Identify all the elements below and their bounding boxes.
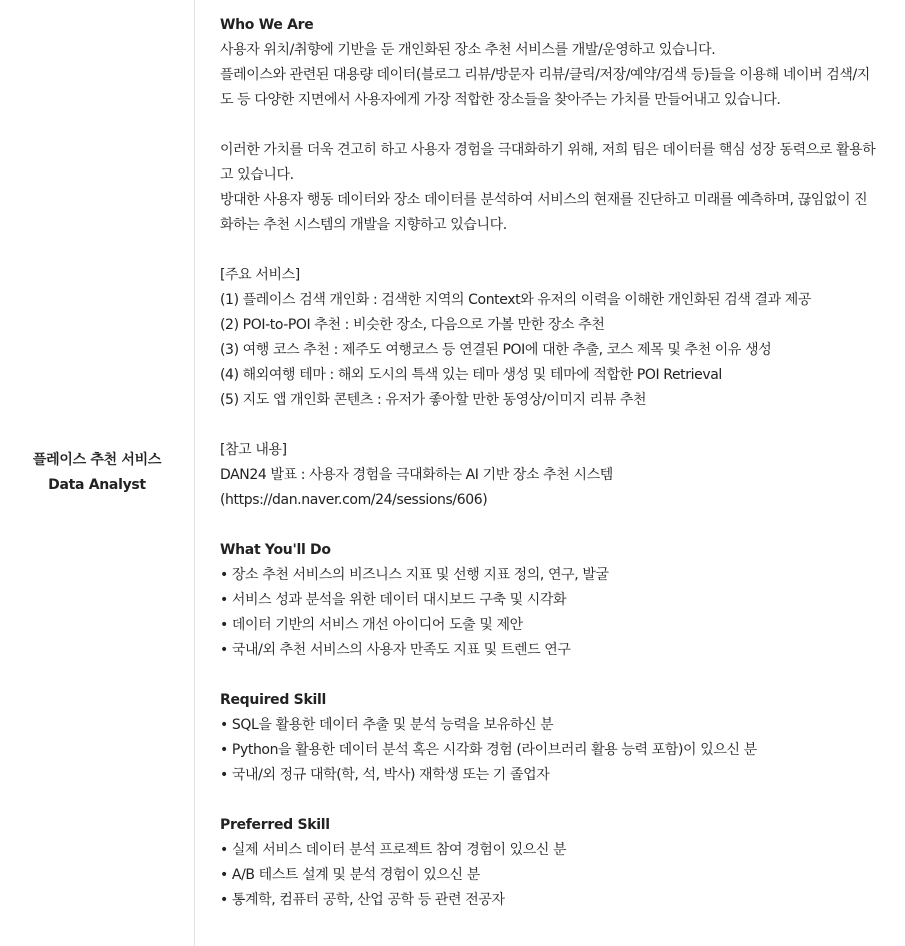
required-skill-heading: Required Skill [220,692,326,708]
list-item: • 실제 서비스 데이터 분석 프로젝트 참여 경험이 있으신 분 [220,838,877,863]
service-item: (1) 플레이스 검색 개인화 : 검색한 지역의 Context와 유저의 이력을 이해한 개인화된 검색 결과 제공 [220,292,812,308]
intro-line: 이러한 가치를 더욱 견고히 하고 사용자 경험을 극대화하기 위해, 저희 팀은 데이터를 핵심 성장 동력으로 활용하고 있습니다. [220,142,876,183]
intro-line: 사용자 위치/취향에 기반을 둔 개인화된 장소 추천 서비스를 개발/운영하고 있습니다. [220,42,716,58]
list-item: • 데이터 기반의 서비스 개선 아이디어 도출 및 제안 [220,613,877,638]
list-item: • 국내/외 추천 서비스의 사용자 만족도 지표 및 트렌드 연구 [220,638,877,663]
reference-url: (https://dan.naver.com/24/sessions/606) [220,492,488,508]
list-item: • 서비스 성과 분석을 위한 데이터 대시보드 구축 및 시각화 [220,588,877,613]
list-item: • 장소 추천 서비스의 비즈니스 지표 및 선행 지표 정의, 연구, 발굴 [220,563,877,588]
preferred-skill-heading: Preferred Skill [220,817,330,833]
list-item: • A/B 테스트 설계 및 분석 경험이 있으신 분 [220,863,877,888]
role-title: Data Analyst [48,477,146,493]
services-label: [주요 서비스] [220,267,300,283]
what-youll-do-list [220,563,877,663]
intro-line: 플레이스와 관련된 대용량 데이터(블로그 리뷰/방문자 리뷰/클릭/저장/예약/검색 등)들을 이용해 네이버 검색/지도 등 다양한 지면에서 사용자에게 가장 적합한 장소들을 찾아주는 가치를 만들어내고 있습니다. [220,67,870,108]
reference-title: DAN24 발표 : 사용자 경험을 극대화하는 AI 기반 장소 추천 시스템 [220,467,613,483]
role-label [33,448,161,498]
who-we-are-heading: Who We Are [220,17,314,33]
list-item: • 국내/외 정규 대학(학, 석, 박사) 재학생 또는 기 졸업자 [220,763,877,788]
service-item: (2) POI-to-POI 추천 : 비슷한 장소, 다음으로 가볼 만한 장소 추천 [220,317,605,333]
role-team: 플레이스 추천 서비스 [32,452,162,468]
required-skill-list [220,713,877,788]
what-youll-do-heading: What You'll Do [220,542,331,558]
preferred-skill-list [220,838,877,913]
intro-line: 방대한 사용자 행동 데이터와 장소 데이터를 분석하여 서비스의 현재를 진단하고 미래를 예측하며, 끊임없이 진화하는 추천 시스템의 개발을 지향하고 있습니다. [220,192,868,233]
role-cell [0,0,195,946]
reference-label: [참고 내용] [220,442,287,458]
service-item: (3) 여행 코스 추천 : 제주도 여행코스 등 연결된 POI에 대한 추출, 코스 제목 및 추천 이유 생성 [220,342,772,358]
description-cell [195,0,905,946]
list-item: • 통계학, 컴퓨터 공학, 산업 공학 등 관련 전공자 [220,888,877,913]
service-item: (5) 지도 앱 개인화 콘텐츠 : 유저가 좋아할 만한 동영상/이미지 리뷰 추천 [220,392,647,408]
list-item: • Python을 활용한 데이터 분석 혹은 시각화 경험 (라이브러리 활용 능력 포함)이 있으신 분 [220,738,877,763]
service-item: (4) 해외여행 테마 : 해외 도시의 특색 있는 테마 생성 및 테마에 적합한 POI Retrieval [220,367,722,383]
list-item: • SQL을 활용한 데이터 추출 및 분석 능력을 보유하신 분 [220,713,877,738]
